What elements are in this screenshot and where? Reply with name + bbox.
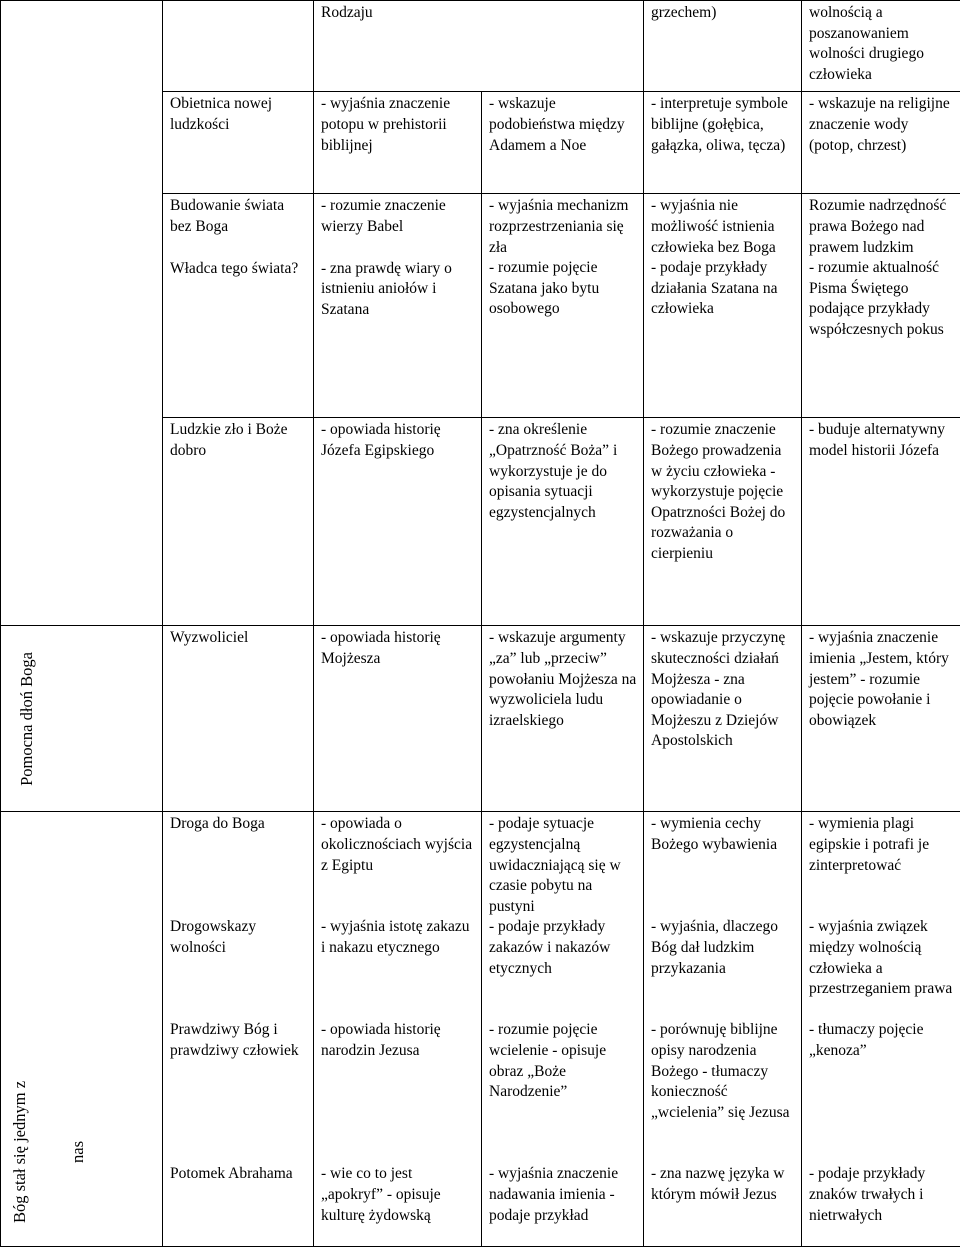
- req-text: - tłumaczy pojęcie „kenoza”: [809, 1020, 954, 1061]
- req-cell: [482, 626, 644, 812]
- req-cell: [644, 194, 802, 418]
- req-text: - wyjaśnia istotę zakazu i nakazu etycznego: [321, 917, 475, 958]
- section-label: Bóg stał się jednym z: [9, 1081, 31, 1223]
- table-row: [1, 812, 960, 1247]
- section-label: Pomocna dłoń Boga: [15, 652, 37, 786]
- topic-text: Prawdziwy Bóg i prawdziwy człowiek: [170, 1020, 307, 1061]
- topic-cell: [163, 418, 314, 626]
- req-cell: [644, 1, 802, 92]
- req-text: - wyjaśnia znaczenie potopu w prehistorii biblijnej: [321, 94, 475, 156]
- req-text: - rozumie znaczenie Bożego prowadzenia w życiu człowieka - wykorzystuje pojęcie Opatrzności Bożej do rozważania o cierpieniu: [651, 420, 795, 564]
- req-text: - zna prawdę wiary o istnieniu aniołów i Szatana: [321, 259, 475, 321]
- req-text: - wskazuje przyczynę skuteczności działań Mojżesza - zna opowiadanie o Mojżeszu z Dziejów Apostolskich: [651, 628, 795, 752]
- req-cell: [314, 92, 482, 194]
- req-text: - rozumie pojęcie Szatana jako bytu osobowego: [489, 258, 637, 320]
- req-text: grzechem): [651, 3, 795, 24]
- req-text: - wyjaśnia znaczenie imienia „Jestem, który jestem” - rozumie pojęcie powołanie i obowiązek: [809, 628, 954, 731]
- req-text: - wyjaśnia nie możliwość istnienia człowieka bez Boga: [651, 196, 795, 258]
- req-cell: [644, 418, 802, 626]
- topic-cell: [163, 194, 314, 418]
- req-cell: [482, 812, 644, 1247]
- table-row: [1, 1, 960, 92]
- req-cell: [802, 418, 960, 626]
- req-cell: [802, 1, 960, 92]
- req-text: - podaje sytuacje egzystencjalną uwidaczniającą się w czasie pobytu na pustyni: [489, 814, 637, 917]
- req-cell: [482, 418, 644, 626]
- section-cell-2: [1, 626, 163, 812]
- req-text: - wyjaśnia, dlaczego Bóg dał ludzkim przykazania: [651, 917, 795, 979]
- req-cell: [644, 626, 802, 812]
- section-cell-3: [1, 812, 163, 1247]
- req-text: - opowiada historię Mojżesza: [321, 628, 475, 669]
- req-text: - rozumie aktualność Pisma Świętego podające przykłady współczesnych pokus: [809, 258, 954, 340]
- req-text: - wymienia plagi egipskie i potrafi je zinterpretować: [809, 814, 954, 876]
- req-text: - wskazuje na religijne znaczenie wody (potop, chrzest): [809, 94, 954, 156]
- req-text: - wskazuje podobieństwa między Adamem a Noe: [489, 94, 637, 156]
- topic-cell: [163, 92, 314, 194]
- topic-text: Budowanie świata bez Boga: [170, 196, 307, 237]
- req-cell: [314, 418, 482, 626]
- req-cell: [802, 194, 960, 418]
- req-text: - opowiada o okolicznościach wyjścia z Egiptu: [321, 814, 475, 876]
- req-cell: [314, 194, 482, 418]
- req-text: - zna określenie „Opatrzność Boża” i wykorzystuje je do opisania sytuacji egzystencjalnych: [489, 420, 637, 523]
- req-cell: [314, 626, 482, 812]
- topic-text: Potomek Abrahama: [170, 1164, 307, 1185]
- req-cell: [644, 92, 802, 194]
- topic-text: Władca tego świata?: [170, 259, 307, 280]
- req-cell: [482, 194, 644, 418]
- req-text: - opowiada historię narodzin Jezusa: [321, 1020, 475, 1061]
- req-text: - buduje alternatywny model historii Józefa: [809, 420, 954, 461]
- topic-text: Wyzwoliciel: [170, 628, 307, 649]
- req-text: - wyjaśnia związek między wolnością człowieka a przestrzeganiem prawa: [809, 917, 954, 999]
- req-text: - wyjaśnia znaczenie nadawania imienia - podaje przykład: [489, 1164, 637, 1226]
- topic-text: Drogowskazy wolności: [170, 917, 307, 958]
- req-text: - zna nazwę języka w którym mówił Jezus: [651, 1164, 795, 1205]
- req-cell: [802, 812, 960, 1247]
- req-text: Rozumie nadrzędność prawa Bożego nad prawem ludzkim: [809, 196, 954, 258]
- topic-cell: [163, 812, 314, 1247]
- topic-cell: [163, 626, 314, 812]
- req-text: - podaje przykłady znaków trwałych i nietrwałych: [809, 1164, 954, 1226]
- req-text: - rozumie znaczenie wierzy Babel: [321, 196, 475, 237]
- req-text: - podaje przykłady działania Szatana na człowieka: [651, 258, 795, 320]
- req-cell: [802, 92, 960, 194]
- req-text: Rodzaju: [321, 3, 373, 24]
- req-text: - porównuję biblijne opisy narodzenia Bożego - tłumaczy konieczność „wcielenia” się Jezusa: [651, 1020, 795, 1123]
- req-text: - opowiada historię Józefa Egipskiego: [321, 420, 475, 461]
- req-text: - wskazuje argumenty „za” lub „przeciw” powołaniu Mojżesza na wyzwoliciela ludu izraelskiego: [489, 628, 637, 731]
- table-row: [1, 626, 960, 812]
- req-cell: [314, 812, 482, 1247]
- req-text: - wie co to jest „apokryf” - opisuje kulturę żydowską: [321, 1164, 475, 1226]
- req-text: - wyjaśnia mechanizm rozprzestrzeniania się zła: [489, 196, 637, 258]
- req-cell: [314, 1, 644, 92]
- req-text: - podaje przykłady zakazów i nakazów etycznych: [489, 917, 637, 979]
- topic-text: Ludzkie zło i Boże dobro: [170, 420, 307, 461]
- req-cell: [482, 92, 644, 194]
- topic-text: Obietnica nowej ludzkości: [170, 94, 307, 135]
- req-text: - interpretuje symbole biblijne (gołębica, gałązka, oliwa, tęcza): [651, 94, 795, 156]
- section-label: nas: [67, 1141, 89, 1163]
- topic-cell: [163, 1, 314, 92]
- req-cell: [802, 626, 960, 812]
- topic-text: Droga do Boga: [170, 814, 307, 835]
- req-text: wolnością a poszanowaniem wolności drugiego człowieka: [809, 3, 954, 85]
- req-text: - wymienia cechy Bożego wybawienia: [651, 814, 795, 855]
- section-cell-1: [1, 1, 163, 626]
- req-cell: [644, 812, 802, 1247]
- req-text: - rozumie pojęcie wcielenie - opisuje obraz „Boże Narodzenie”: [489, 1020, 637, 1102]
